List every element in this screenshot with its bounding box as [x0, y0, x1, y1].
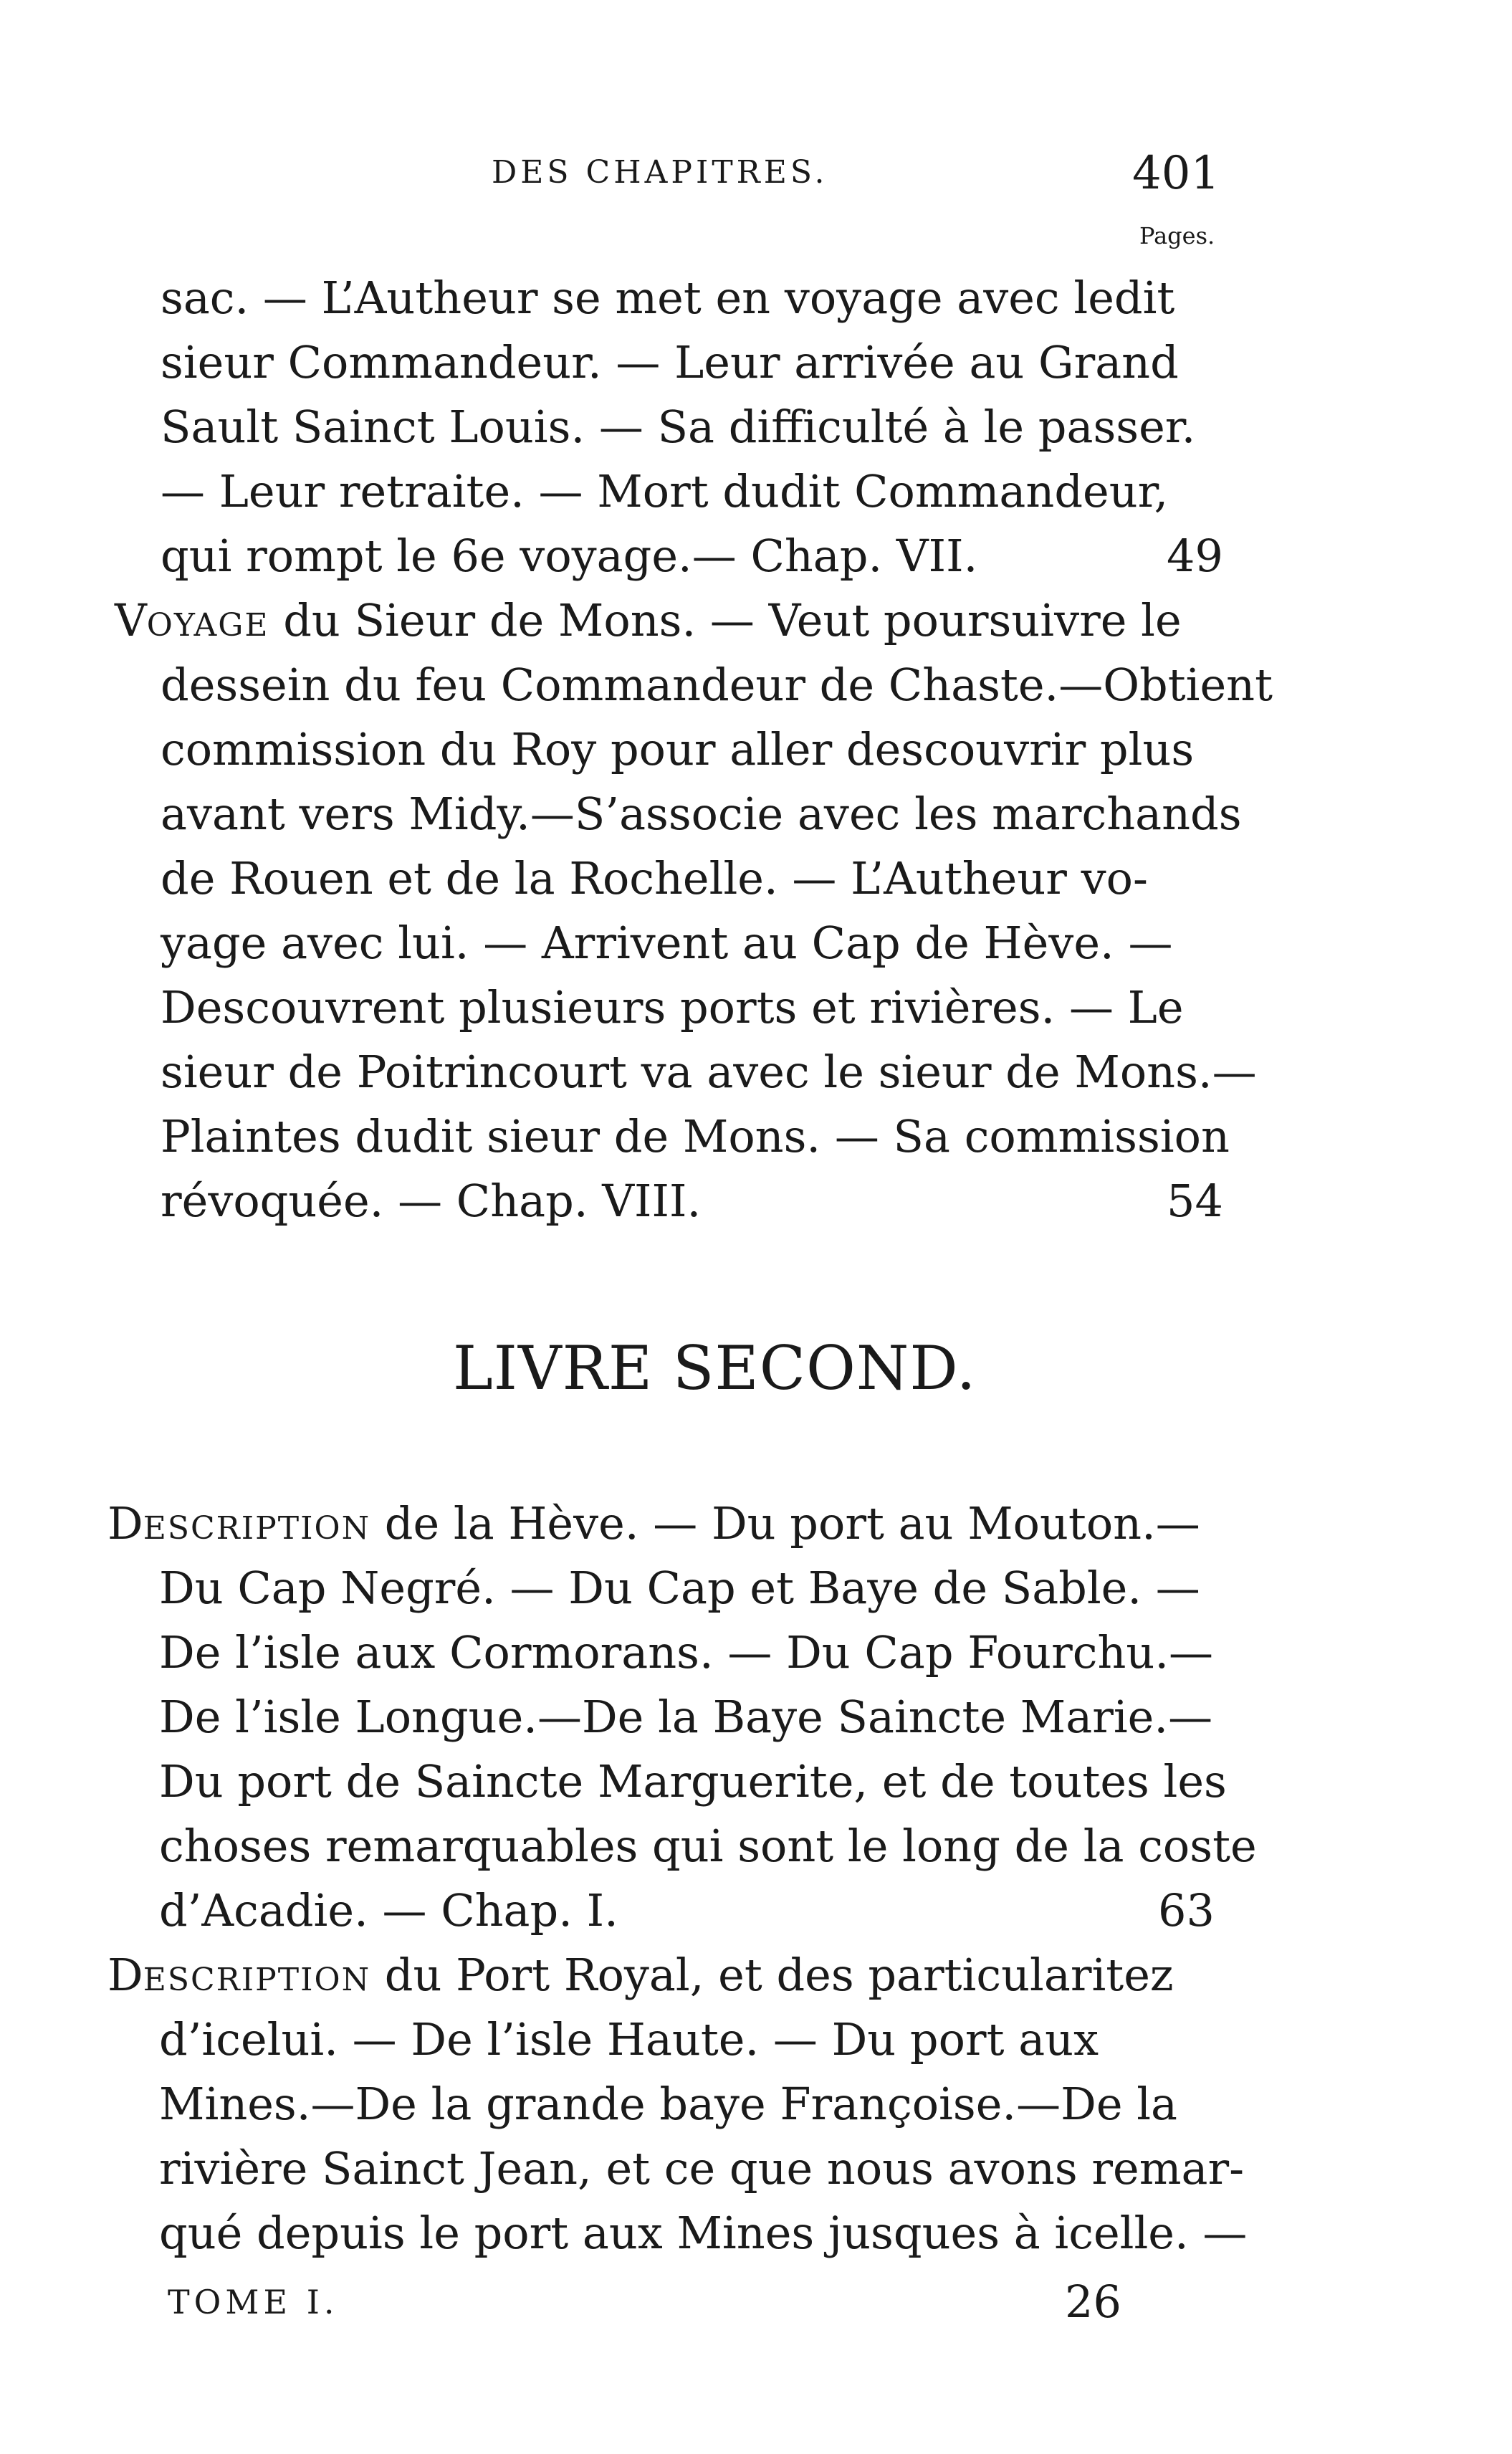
entry-line: d’Acadie. — Chap. I.	[159, 1884, 618, 1937]
running-head: DES CHAPITRES.	[492, 154, 828, 191]
entry-line: rivière Sainct Jean, et ce que nous avons remar-	[159, 2142, 1245, 2195]
signature-mark: 26	[1065, 2276, 1121, 2328]
page-number: 401	[1132, 147, 1220, 200]
page-reference: 54	[1167, 1175, 1223, 1227]
section-title: LIVRE SECOND.	[453, 1333, 977, 1403]
page-reference: 63	[1158, 1884, 1215, 1937]
entry-line: qué depuis le port aux Mines jusques à icelle. —	[159, 2207, 1248, 2259]
volume-label: TOME I.	[168, 2283, 339, 2321]
entry-line-text: du Sieur de Mons. — Veut poursuivre le	[269, 594, 1182, 646]
entry-first-line	[107, 1497, 1200, 1550]
small-caps-initial: D	[107, 1497, 143, 1550]
entry-line: — Leur retraite. — Mort dudit Commandeur,	[161, 465, 1169, 517]
entry-line: Mines.—De la grande baye Françoise.—De la	[159, 2078, 1178, 2130]
entry-line: Sault Sainct Louis. — Sa difficulté à le passer.	[161, 401, 1196, 453]
entry-line: De l’isle aux Cormorans. — Du Cap Fourchu.—	[159, 1626, 1214, 1679]
entry-line: Plaintes dudit sieur de Mons. — Sa commission	[161, 1110, 1230, 1162]
entry-line: d’icelui. — De l’isle Haute. — Du port aux	[159, 2013, 1099, 2066]
entry-line: avant vers Midy.—S’associe avec les marchands	[161, 788, 1242, 840]
entry-line: choses remarquables qui sont le long de la coste	[159, 1820, 1257, 1872]
entry-line: Du port de Saincte Marguerite, et de toutes les	[159, 1755, 1227, 1808]
small-caps-rest: ESCRIPTION	[143, 1510, 371, 1547]
entry-line: Descouvrent plusieurs ports et rivières. — Le	[161, 981, 1184, 1033]
small-caps-rest: OYAGE	[146, 607, 269, 644]
entry-line: sac. — L’Autheur se met en voyage avec ledit	[161, 272, 1175, 324]
entry-line: qui rompt le 6e voyage.— Chap. VII.	[161, 530, 978, 582]
entry-line: yage avec lui. — Arrivent au Cap de Hève. —	[161, 917, 1173, 969]
small-caps-initial: D	[107, 1949, 143, 2001]
page-reference: 49	[1167, 530, 1223, 582]
entry-line: sieur de Poitrincourt va avec le sieur de Mons.—	[161, 1046, 1257, 1098]
entry-line: sieur Commandeur. — Leur arrivée au Grand	[161, 336, 1179, 388]
entry-line: de Rouen et de la Rochelle. — L’Autheur vo-	[161, 852, 1148, 904]
pages-column-label: Pages.	[1139, 222, 1215, 249]
entry-line: De l’isle Longue.—De la Baye Saincte Marie.—	[159, 1691, 1213, 1743]
small-caps-initial: V	[115, 594, 147, 646]
small-caps-rest: ESCRIPTION	[143, 1962, 371, 1998]
entry-line: commission du Roy pour aller descouvrir plus	[161, 723, 1195, 775]
entry-line: dessein du feu Commandeur de Chaste.—Obtient	[161, 659, 1273, 711]
entry-first-line	[107, 1949, 1174, 2001]
entry-line-text: du Port Royal, et des particularitez	[370, 1949, 1174, 2001]
entry-line: Du Cap Negré. — Du Cap et Baye de Sable. —	[159, 1562, 1200, 1614]
entry-line-text: de la Hève. — Du port au Mouton.—	[370, 1497, 1200, 1550]
entry-first-line	[115, 594, 1182, 646]
entry-line: révoquée. — Chap. VIII.	[161, 1175, 702, 1227]
